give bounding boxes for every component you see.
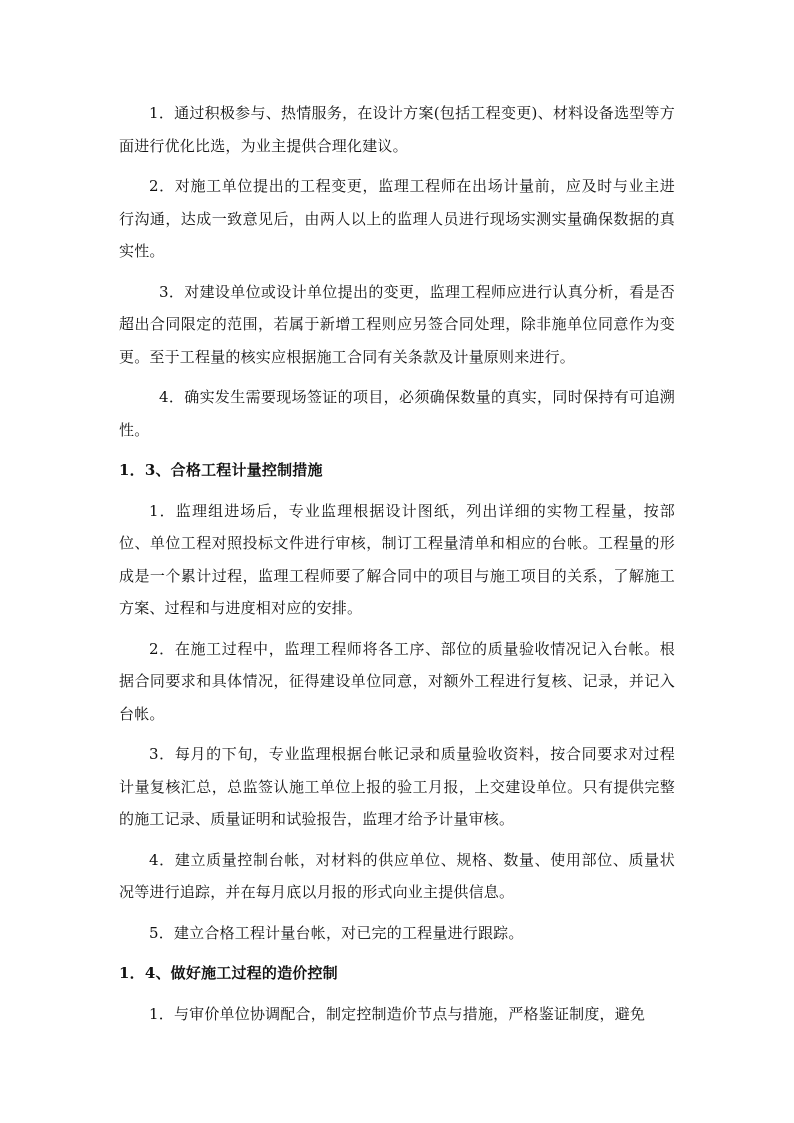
paragraph-construction-records: 2．在施工过程中，监理工程师将各工序、部位的质量验收情况记入台帐。根据合同要求和具体情况，征得建设单位同意，对额外工程进行复核、记录，并记入台帐。 (119, 639, 675, 723)
paragraph-qualified-quantity-ledger: 5．建立合格工程计量台帐，对已完的工程量进行跟踪。 (149, 923, 524, 942)
paragraph-contractor-changes: 2．对施工单位提出的工程变更，监理工程师在出场计量前，应及时与业主进行沟通，达成一致意见后，由两人以上的监理人员进行现场实测实量确保数据的真实性。 (119, 177, 675, 260)
paragraph-quality-ledger: 4．建立质量控制台帐，对材料的供应单位、规格、数量、使用部位、质量状况等进行追踪，并在每月底以月报的形式向业主提供信息。 (119, 850, 675, 901)
paragraph-owner-design-changes: 3．对建设单位或设计单位提出的变更，监理工程师应进行认真分析，看是否超出合同限定的范围，若属于新增工程则应另签合同处理，除非施单位同意作为变更。至于工程量的核实应根据施工合同有关条款及计量原则来进行。 (119, 282, 675, 366)
paragraph-optimization: 1．通过积极参与、热情服务，在设计方案(包括工程变更)、材料设备选型等方面进行优化比选，为业主提供合理化建议。 (119, 104, 675, 155)
paragraph-quantity-ledger: 1．监理组进场后，专业监理根据设计图纸，列出详细的实物工程量，按部位、单位工程对照投标文件进行审核，制订工程量清单和相应的台帐。工程量的形成是一个累计过程，监理工程师要了解合同中的项目与施工项目的关系，了解施工方案、过程和与进度相对应的安排。 (119, 501, 675, 617)
paragraph-cost-control: 1．与审价单位协调配合，制定控制造价节点与措施，严格鉴证制度，避免 (149, 1004, 646, 1023)
document-body (119, 97, 675, 1038)
section-heading-1-4: 1．4、做好施工过程的造价控制 (119, 964, 338, 982)
paragraph-site-visa: 4．确实发生需要现场签证的项目，必须确保数量的真实，同时保持有可追溯性。 (119, 388, 675, 439)
section-heading-1-3: 1．3、合格工程计量控制措施 (119, 461, 323, 479)
paragraph-monthly-review: 3．每月的下旬，专业监理根据台帐记录和质量验收资料，按合同要求对过程计量复核汇总，总监签认施工单位上报的验工月报，上交建设单位。只有提供完整的施工记录、质量证明和试验报告，监理才给予计量审核。 (119, 745, 675, 828)
